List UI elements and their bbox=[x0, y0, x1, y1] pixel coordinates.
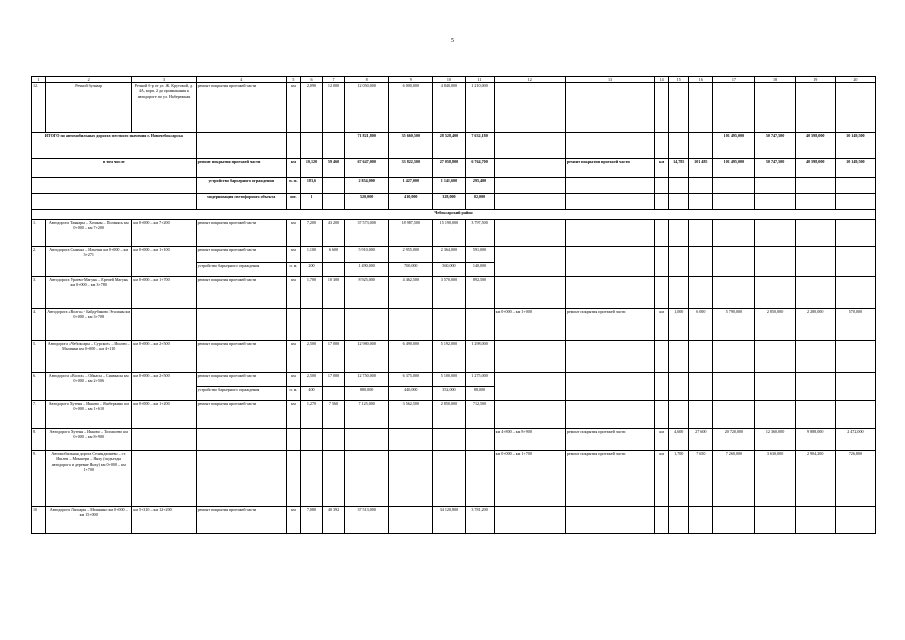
road-name: Автодорога Хутеня – Икково – Яшберкино км 0+000 – км 1+610 bbox=[46, 401, 132, 429]
total-cost: 12 050,000 bbox=[345, 83, 389, 133]
work-type: ремонт покрытия проезжей части bbox=[196, 401, 286, 429]
col-header: 6 bbox=[300, 77, 322, 83]
total-cost: 67 647,000 bbox=[345, 159, 389, 178]
work-type-next: ремонт покрытия проезжей части bbox=[565, 451, 654, 507]
col-header: 19 bbox=[795, 77, 835, 83]
work-type: устройство барьерного ограждения bbox=[196, 263, 286, 277]
col-header: 16 bbox=[689, 77, 713, 83]
col-header: 11 bbox=[465, 77, 494, 83]
work-type: устройство барьерного ограждения bbox=[196, 178, 286, 194]
road-name: Автомобильная дорога Селиндкинево – ст. Ишлеи – Мокшери – Янху (подъезды автодорога и деревне Янху) км 0+000 – км 1+700 bbox=[46, 451, 132, 507]
total-cost-next: 101 495,000 bbox=[713, 159, 755, 178]
col-header: 4 bbox=[196, 77, 286, 83]
road-works-table bbox=[31, 76, 876, 534]
work-type: ремонт покрытия проезжей части bbox=[196, 220, 286, 247]
table-row bbox=[32, 373, 876, 387]
row-number: 8. bbox=[32, 429, 46, 451]
road-name: Автодорога «Волга» – Ойкасы – Сиявкасы км 0+000 – км 2+506 bbox=[46, 373, 132, 401]
total-cost: 8 925,000 bbox=[345, 277, 389, 309]
work-type-next: ремонт покрытия проезжей части bbox=[565, 309, 654, 341]
republic-cost-next: 2 280,000 bbox=[795, 309, 835, 341]
republic-cost-next: 40 598,000 bbox=[795, 159, 835, 178]
row-number: 3. bbox=[32, 277, 46, 309]
col-header: 8 bbox=[345, 77, 389, 83]
republic-cost: 4 840,000 bbox=[433, 83, 465, 133]
road-name: Автодорога «Волга» - Байдубаково Эталаны км 0+000 – км 3+708 bbox=[46, 309, 132, 341]
area: 7 560 bbox=[323, 401, 345, 429]
federal-cost: 6 375,000 bbox=[389, 373, 433, 387]
row-number: 9. bbox=[32, 451, 46, 507]
unit: п. м. bbox=[286, 387, 300, 401]
work-type-next: ремонт покрытия проезжей части bbox=[565, 159, 654, 178]
republic-cost-next: 9 888,000 bbox=[795, 429, 835, 451]
area: 59 460 bbox=[323, 159, 345, 178]
unit-next: км bbox=[655, 159, 669, 178]
col-header: 1 bbox=[32, 77, 46, 83]
local-cost: 295,400 bbox=[465, 178, 494, 194]
length: 2,090 bbox=[300, 83, 322, 133]
district-row bbox=[32, 210, 876, 220]
row-number: 4. bbox=[32, 309, 46, 341]
road-name: Речной бульвар bbox=[46, 83, 132, 133]
unit: км bbox=[286, 341, 300, 373]
length: 1 bbox=[300, 194, 322, 210]
area-next: 7 650 bbox=[689, 451, 713, 507]
work-type-next: ремонт покрытия проезжей части bbox=[565, 429, 654, 451]
total-cost: 7 125,000 bbox=[345, 401, 389, 429]
total-cost: 1 490,000 bbox=[345, 263, 389, 277]
subtotal-row bbox=[32, 159, 876, 178]
length: 1,270 bbox=[300, 401, 322, 429]
length-next: 14,785 bbox=[669, 159, 689, 178]
total-row bbox=[32, 133, 876, 159]
total-cost-next: 101 495,000 bbox=[713, 133, 755, 159]
republic-cost: 34 120,800 bbox=[433, 507, 465, 534]
road-location: км 0+000 – км 7+200 bbox=[132, 220, 196, 247]
district-title: Чебоксарский район bbox=[32, 210, 876, 220]
road-name: Автодорога Лапсары – Мошкино км 0+000 – км 15+000 bbox=[46, 507, 132, 534]
republic-cost: 15 190,000 bbox=[433, 220, 465, 247]
federal-cost: 440,000 bbox=[389, 387, 433, 401]
area: 6 600 bbox=[323, 247, 345, 263]
local-cost: 82,000 bbox=[465, 194, 494, 210]
unit: км bbox=[286, 373, 300, 387]
total-cost: 520,000 bbox=[345, 194, 389, 210]
federal-cost: 1 427,000 bbox=[389, 178, 433, 194]
road-name: Автодорога Ураево-Магунь – Ерепей Магунь км 0+000 – км 3+780 bbox=[46, 277, 132, 309]
unit-next: км bbox=[655, 429, 669, 451]
unit: км bbox=[286, 401, 300, 429]
col-header: 10 bbox=[433, 77, 465, 83]
federal-cost: 4 462,500 bbox=[389, 277, 433, 309]
total-cost: 12 980,000 bbox=[345, 341, 389, 373]
table-row bbox=[32, 277, 876, 309]
federal-cost: 6 490,000 bbox=[389, 341, 433, 373]
length: 2,500 bbox=[300, 341, 322, 373]
local-cost: 892,500 bbox=[465, 277, 494, 309]
local-cost: 591,000 bbox=[465, 247, 494, 263]
length: 200 bbox=[300, 263, 322, 277]
table-row bbox=[32, 247, 876, 263]
work-type: ремонт покрытия проезжей части bbox=[196, 341, 286, 373]
republic-cost: 2 364,000 bbox=[433, 247, 465, 263]
local-cost: 3 781,200 bbox=[465, 507, 494, 534]
road-location: км 0+000 – км 2+500 bbox=[132, 341, 196, 373]
work-type: ремонт покрытия проезжей части bbox=[196, 277, 286, 309]
local-cost: 6 764,700 bbox=[465, 159, 494, 178]
row-number: 7. bbox=[32, 401, 46, 429]
work-type: модернизация светофорного объекта bbox=[196, 194, 286, 210]
unit: п. м. bbox=[286, 263, 300, 277]
area: 17 000 bbox=[323, 373, 345, 387]
republic-cost: 5 100,000 bbox=[433, 373, 465, 387]
unit: км bbox=[286, 507, 300, 534]
length: 7,080 bbox=[300, 507, 322, 534]
republic-cost: 1 141,600 bbox=[433, 178, 465, 194]
unit: км bbox=[286, 159, 300, 178]
col-header: 17 bbox=[713, 77, 755, 83]
local-cost: 1 210,000 bbox=[465, 83, 494, 133]
republic-cost: 5 192,000 bbox=[433, 341, 465, 373]
page-number: 5 bbox=[451, 38, 454, 44]
federal-cost-next: 50 747,500 bbox=[755, 133, 795, 159]
area-next: 6 000 bbox=[689, 309, 713, 341]
table-row bbox=[32, 220, 876, 247]
road-name: Автодорога Таянары – Хочаны – Ползнясь км 0+000 – км 7+200 bbox=[46, 220, 132, 247]
local-cost-next: 570,000 bbox=[835, 309, 875, 341]
local-cost-next: 10 149,500 bbox=[835, 133, 875, 159]
road-location: Речной б-р от ул. Ж. Крутовой, д. 4А, корп. 2 до примыкания к автодороге по ул. Набережная bbox=[132, 83, 196, 133]
area: 10 300 bbox=[323, 277, 345, 309]
federal-cost-next: 50 747,500 bbox=[755, 159, 795, 178]
local-cost-next: 10 149,500 bbox=[835, 159, 875, 178]
subtotal-row bbox=[32, 178, 876, 194]
local-cost-next: 726,800 bbox=[835, 451, 875, 507]
col-header: 9 bbox=[389, 77, 433, 83]
road-location-next: км 4+800 – км 8+900 bbox=[494, 429, 565, 451]
federal-cost: 410,000 bbox=[389, 194, 433, 210]
area: 17 000 bbox=[323, 341, 345, 373]
road-name: Автодорога Сынъял – Ильеши км 0+000 – км 3+271 bbox=[46, 247, 132, 277]
local-cost: 7 632,180 bbox=[465, 133, 494, 159]
road-location: км 0+000 – км 1+200 bbox=[132, 401, 196, 429]
republic-cost: 352,000 bbox=[433, 387, 465, 401]
row-number: 5. bbox=[32, 341, 46, 373]
length: 10,120 bbox=[300, 159, 322, 178]
table-row bbox=[32, 429, 876, 451]
col-header: 7 bbox=[323, 77, 345, 83]
table-row bbox=[32, 401, 876, 429]
total-cost: 37 573,000 bbox=[345, 220, 389, 247]
federal-cost: 6 000,000 bbox=[389, 83, 433, 133]
work-type: устройство барьерного ограждения bbox=[196, 387, 286, 401]
total-cost-next: 7 260,000 bbox=[713, 451, 755, 507]
federal-cost-next: 12 360,000 bbox=[755, 429, 795, 451]
road-location: км 5+310 – км 12+200 bbox=[132, 507, 196, 534]
area-next: 101 485 bbox=[689, 159, 713, 178]
work-type: ремонт покрытия проезжей части bbox=[196, 247, 286, 263]
col-header: 14 bbox=[655, 77, 669, 83]
length-next: 1,000 bbox=[669, 309, 689, 341]
local-cost: 712,500 bbox=[465, 401, 494, 429]
table-row bbox=[32, 83, 876, 133]
republic-cost: 2 850,000 bbox=[433, 401, 465, 429]
unit: км bbox=[286, 83, 300, 133]
col-header: 3 bbox=[132, 77, 196, 83]
total-label: ИТОГО по автомобильных дорогах местного значения г. Новочебоксарска bbox=[32, 133, 197, 159]
road-name: Автодорога Хутеня – Икково – Толмасево км 0+000 – км 8+900 bbox=[46, 429, 132, 451]
road-location: км 0+000 – км 2+500 bbox=[132, 373, 196, 401]
federal-cost-next: 3 630,000 bbox=[755, 451, 795, 507]
subtotal-label: в том числе bbox=[32, 159, 197, 178]
row-number: 1. bbox=[32, 220, 46, 247]
federal-cost: 33 822,500 bbox=[389, 159, 433, 178]
col-header: 2 bbox=[46, 77, 132, 83]
col-header: 12 bbox=[494, 77, 565, 83]
republic-cost: 3 570,000 bbox=[433, 277, 465, 309]
federal-cost: 3 562,500 bbox=[389, 401, 433, 429]
total-cost: 880,000 bbox=[345, 387, 389, 401]
local-cost: 1 298,000 bbox=[465, 341, 494, 373]
republic-cost-next: 2 904,200 bbox=[795, 451, 835, 507]
unit-next: км bbox=[655, 451, 669, 507]
work-type: ремонт покрытия проезжей части bbox=[196, 373, 286, 387]
total-cost: 71 821,800 bbox=[345, 133, 389, 159]
length: 2,500 bbox=[300, 373, 322, 387]
local-cost-next: 2 472,000 bbox=[835, 429, 875, 451]
table-row bbox=[32, 507, 876, 534]
work-type: ремонт покрытия проезжей части bbox=[196, 83, 286, 133]
area: 40 392 bbox=[323, 507, 345, 534]
local-cost: 3 797,500 bbox=[465, 220, 494, 247]
federal-cost: 35 660,500 bbox=[389, 133, 433, 159]
road-location-next: км 0+000 – км 1+000 bbox=[494, 309, 565, 341]
republic-cost: 28 528,400 bbox=[433, 133, 465, 159]
length: 7,200 bbox=[300, 220, 322, 247]
local-cost: 140,000 bbox=[465, 263, 494, 277]
total-cost: 5 910,000 bbox=[345, 247, 389, 263]
local-cost: 88,000 bbox=[465, 387, 494, 401]
total-cost: 2 854,000 bbox=[345, 178, 389, 194]
unit: км bbox=[286, 277, 300, 309]
area: 12 000 bbox=[323, 83, 345, 133]
table-row bbox=[32, 451, 876, 507]
row-number: 10 bbox=[32, 507, 46, 534]
length: 183,6 bbox=[300, 178, 322, 194]
col-header: 5 bbox=[286, 77, 300, 83]
road-location: км 0+000 – км 1+100 bbox=[132, 247, 196, 277]
unit-next: км bbox=[655, 309, 669, 341]
length: 1,100 bbox=[300, 247, 322, 263]
row-number: 6. bbox=[32, 373, 46, 401]
road-location: км 0+000 – км 1+700 bbox=[132, 277, 196, 309]
table-row bbox=[32, 309, 876, 341]
local-cost: 1 275,000 bbox=[465, 373, 494, 387]
republic-cost: 560,000 bbox=[433, 263, 465, 277]
work-type: ремонт покрытия проезжей части bbox=[196, 507, 286, 534]
subtotal-row bbox=[32, 194, 876, 210]
unit: км bbox=[286, 247, 300, 263]
road-name: Автодорога «Чебоксары – Сурское» – Ишлеи – Малинки км 0+000 – км 4+110 bbox=[46, 341, 132, 373]
total-cost-next: 20 720,000 bbox=[713, 429, 755, 451]
road-location-next: км 0+000 – км 1+700 bbox=[494, 451, 565, 507]
table-row bbox=[32, 341, 876, 373]
federal-cost-next: 2 850,000 bbox=[755, 309, 795, 341]
length-next: 1,700 bbox=[669, 451, 689, 507]
federal-cost: 2 955,000 bbox=[389, 247, 433, 263]
total-cost-next: 5 790,000 bbox=[713, 309, 755, 341]
length: 400 bbox=[300, 387, 322, 401]
unit: п. м. bbox=[286, 178, 300, 194]
length-next: 4,600 bbox=[669, 429, 689, 451]
republic-cost: 27 058,800 bbox=[433, 159, 465, 178]
federal-cost: 700,000 bbox=[389, 263, 433, 277]
area-next: 27 600 bbox=[689, 429, 713, 451]
unit: км bbox=[286, 220, 300, 247]
total-cost: 12 750,000 bbox=[345, 373, 389, 387]
federal-cost: 18 987,500 bbox=[389, 220, 433, 247]
col-header: 13 bbox=[565, 77, 654, 83]
row-number: 2. bbox=[32, 247, 46, 277]
republic-cost-next: 40 598,000 bbox=[795, 133, 835, 159]
area: 43 200 bbox=[323, 220, 345, 247]
col-header: 20 bbox=[835, 77, 875, 83]
row-number: 12. bbox=[32, 83, 46, 133]
republic-cost: 328,000 bbox=[433, 194, 465, 210]
col-header: 18 bbox=[755, 77, 795, 83]
unit: шт. bbox=[286, 194, 300, 210]
length: 1,700 bbox=[300, 277, 322, 309]
col-header: 15 bbox=[669, 77, 689, 83]
work-type: ремонт покрытия проезжей части bbox=[196, 159, 286, 178]
total-cost: 37 513,000 bbox=[345, 507, 389, 534]
